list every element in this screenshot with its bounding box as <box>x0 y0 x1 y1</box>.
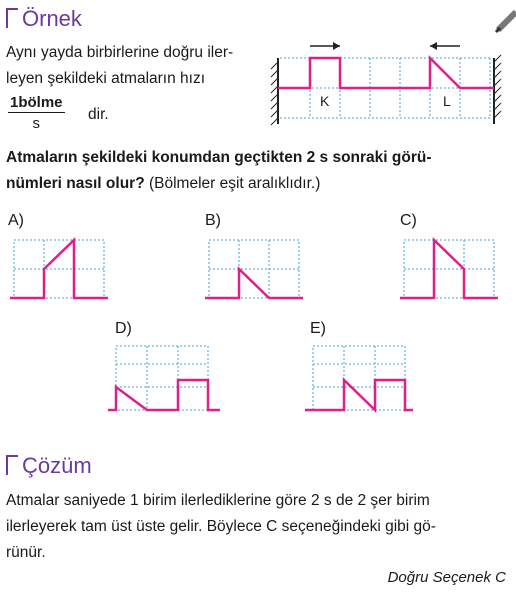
option-b-pulse <box>205 269 303 298</box>
heading-bracket <box>6 455 18 475</box>
question-line-2-bold: nümleri nasıl olur? <box>6 175 145 192</box>
string-with-pulses <box>278 58 494 88</box>
arrow-left-icon <box>430 42 460 50</box>
arrow-right-icon <box>310 42 340 50</box>
option-e-label: E) <box>310 320 326 337</box>
option-e-pulse <box>305 380 413 410</box>
solution-title: Çözüm <box>22 453 92 478</box>
speed-denominator: s <box>32 115 40 132</box>
option-e-figure <box>305 342 415 414</box>
solution-line-1: Atmalar saniyede 1 birim ilerlediklerine göre 2 s de 2 şer birim <box>6 492 430 509</box>
speed-fraction <box>8 94 65 132</box>
question-line-2 <box>6 171 320 196</box>
example-line-2: leyen şekildeki atmaların hızı <box>6 70 206 87</box>
pulse-k-label: K <box>320 93 330 109</box>
solution-line-3: rünür. <box>6 544 46 561</box>
correct-answer: Doğru Seçenek C <box>387 569 506 586</box>
speed-suffix: dir. <box>88 106 109 123</box>
solution-heading <box>6 453 92 479</box>
left-wall <box>271 58 278 125</box>
option-c-label: C) <box>400 212 417 229</box>
example-title: Örnek <box>22 6 82 31</box>
question-line-1: Atmaların şekildeki konumdan geçtikten 2 s sonraki görü- <box>6 149 432 166</box>
solution-line-2: ilerleyerek tam üst üste gelir. Böylece C seçeneğindeki gibi gö- <box>6 518 436 535</box>
pulse-figure <box>268 38 504 130</box>
option-d-figure <box>108 342 228 414</box>
option-a-label: A) <box>8 212 24 229</box>
pulse-l-label: L <box>443 93 451 109</box>
heading-bracket <box>6 8 18 28</box>
option-c-figure <box>400 236 500 302</box>
option-a-figure <box>10 236 110 302</box>
question-line-2-rest: (Bölmeler eşit aralıklıdır.) <box>144 175 321 192</box>
pencil-icon <box>476 0 516 40</box>
option-b-label: B) <box>205 212 221 229</box>
speed-numerator: 1bölme <box>10 94 63 111</box>
option-b-figure <box>205 236 305 302</box>
example-line-1: Aynı yayda birbirlerine doğru iler- <box>6 44 234 61</box>
option-d-pulse <box>108 380 220 410</box>
right-wall <box>494 55 501 124</box>
option-d-label: D) <box>115 320 132 337</box>
example-heading <box>6 6 82 32</box>
